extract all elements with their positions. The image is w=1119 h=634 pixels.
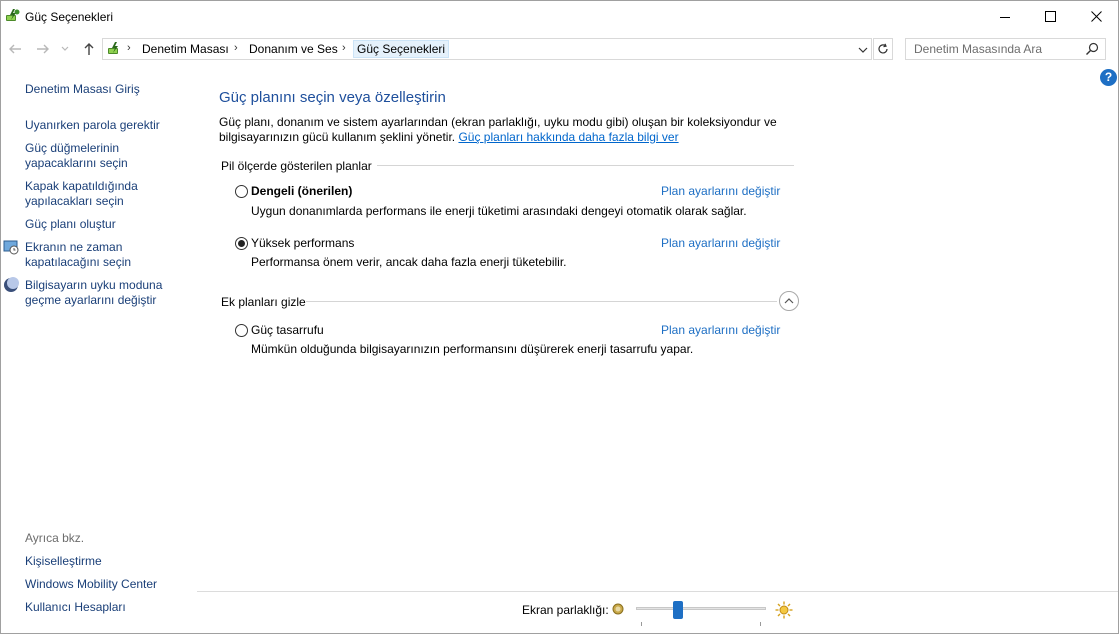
bottom-divider — [197, 591, 1119, 592]
plan-name-balanced[interactable]: Dengeli (önerilen) — [251, 184, 353, 198]
forward-button[interactable] — [34, 40, 52, 58]
maximize-button[interactable] — [1027, 1, 1073, 32]
breadcrumb-power-options[interactable]: Güç Seçenekleri — [353, 40, 449, 58]
sidebar-link-require-password[interactable]: Uyanırken parola gerektir — [25, 118, 160, 132]
window-title: Güç Seçenekleri — [25, 10, 114, 24]
up-arrow-icon — [83, 42, 95, 56]
brightness-label: Ekran parlaklığı: — [522, 603, 609, 617]
breadcrumb-hardware-sound[interactable]: Donanım ve Ses — [249, 42, 338, 56]
change-plan-settings-link-power-saver[interactable]: Plan ayarlarını değiştir — [661, 323, 781, 337]
sidebar-link-lid-close[interactable]: Kapak kapatıldığında yapılacakları seçin — [25, 179, 138, 208]
back-button[interactable] — [6, 40, 24, 58]
plan-radio-power-saver[interactable] — [235, 324, 248, 337]
breadcrumb-separator-icon[interactable]: › — [127, 42, 131, 54]
description-text: Güç planı, donanım ve sistem ayarlarından (ekran parlaklığı, uyku modu gibi) oluşan bir koleksiyondur ve bilgisayarınızın gücü kullanım şeklini yönetir. — [219, 115, 777, 144]
close-icon — [1091, 11, 1102, 22]
plan-description-high-performance: Performansa önem verir, ancak daha fazla enerji tüketebilir. — [251, 255, 567, 269]
group-divider — [377, 165, 794, 166]
bright-sun-icon — [775, 601, 793, 619]
back-arrow-icon — [8, 43, 22, 55]
group-divider — [306, 301, 777, 302]
change-plan-settings-link-balanced[interactable]: Plan ayarlarını değiştir — [661, 184, 781, 198]
plan-name-power-saver[interactable]: Güç tasarrufu — [251, 323, 324, 337]
maximize-icon — [1045, 11, 1056, 22]
left-pane — [1, 61, 196, 634]
brightness-slider-thumb[interactable] — [673, 601, 683, 619]
slider-tick — [641, 622, 642, 626]
plan-name-high-performance[interactable]: Yüksek performans — [251, 236, 355, 250]
address-dropdown-button[interactable] — [855, 40, 871, 60]
sidebar-link-create-plan[interactable]: Güç planı oluştur — [25, 217, 116, 231]
chevron-up-icon — [784, 298, 794, 304]
refresh-icon — [877, 43, 889, 55]
sidebar-link-display-off[interactable]: Ekranın ne zaman kapatılacağını seçin — [25, 240, 132, 269]
up-button[interactable] — [80, 40, 98, 58]
brightness-slider-track[interactable] — [636, 607, 766, 610]
chevron-down-icon — [61, 46, 69, 52]
plan-description-power-saver: Mümkün olduğunda bilgisayarınızın performansını düşürerek enerji tasarrufu yapar. — [251, 342, 694, 356]
display-timer-icon — [3, 239, 19, 255]
sidebar-link-user-accounts[interactable]: Kullanıcı Hesapları — [25, 600, 126, 614]
battery-plans-group-label: Pil ölçerde gösterilen planlar — [221, 159, 372, 173]
see-also-heading: Ayrıca bkz. — [25, 531, 85, 545]
power-options-icon — [4, 8, 20, 24]
plan-radio-high-performance[interactable] — [235, 237, 248, 250]
more-info-link[interactable]: Güç planları hakkında daha fazla bilgi ver — [458, 130, 679, 144]
change-plan-settings-link-high-performance[interactable]: Plan ayarlarını değiştir — [661, 236, 781, 250]
chevron-down-icon — [858, 47, 868, 53]
extra-plans-group-label[interactable]: Ek planları gizle — [221, 295, 306, 309]
help-icon[interactable]: ? — [1100, 69, 1117, 86]
minimize-icon — [1000, 12, 1010, 22]
sidebar-link-sleep-settings[interactable]: Bilgisayarın uyku moduna geçme ayarlarını değiştir — [25, 278, 163, 307]
plan-radio-balanced[interactable] — [235, 185, 248, 198]
breadcrumb-separator-icon[interactable]: › — [342, 42, 346, 54]
address-row — [1, 37, 1118, 61]
page-title: Güç planını seçin veya özelleştirin — [219, 89, 446, 106]
sidebar-link-personalization[interactable]: Kişiselleştirme — [25, 554, 102, 568]
dim-brightness-icon — [612, 603, 624, 615]
close-button[interactable] — [1073, 1, 1119, 32]
forward-arrow-icon — [36, 43, 50, 55]
search-input[interactable] — [906, 39, 1084, 59]
search-icon[interactable] — [1085, 42, 1099, 56]
title-bar — [1, 1, 1118, 32]
plan-description-balanced: Uygun donanımlarda performans ile enerji tüketimi arasındaki dengeyi otomatik olarak sağlar. — [251, 204, 747, 218]
sidebar-link-power-buttons[interactable]: Güç düğmelerinin yapacaklarını seçin — [25, 141, 128, 170]
breadcrumb-control-panel[interactable]: Denetim Masası — [142, 42, 229, 56]
address-bar[interactable] — [102, 38, 872, 60]
minimize-button[interactable] — [982, 1, 1028, 32]
refresh-button[interactable] — [873, 38, 893, 60]
collapse-extra-plans-button[interactable] — [779, 291, 799, 311]
power-options-icon — [106, 41, 122, 57]
sidebar-link-mobility-center[interactable]: Windows Mobility Center — [25, 577, 158, 591]
sleep-moon-icon — [3, 277, 19, 293]
page-description — [219, 115, 784, 145]
breadcrumb-separator-icon[interactable]: › — [234, 42, 238, 54]
slider-tick — [760, 622, 761, 626]
recent-locations-button[interactable] — [59, 40, 71, 58]
sidebar-link-control-panel-home[interactable]: Denetim Masası Giriş — [25, 82, 140, 96]
search-box[interactable] — [905, 38, 1106, 60]
